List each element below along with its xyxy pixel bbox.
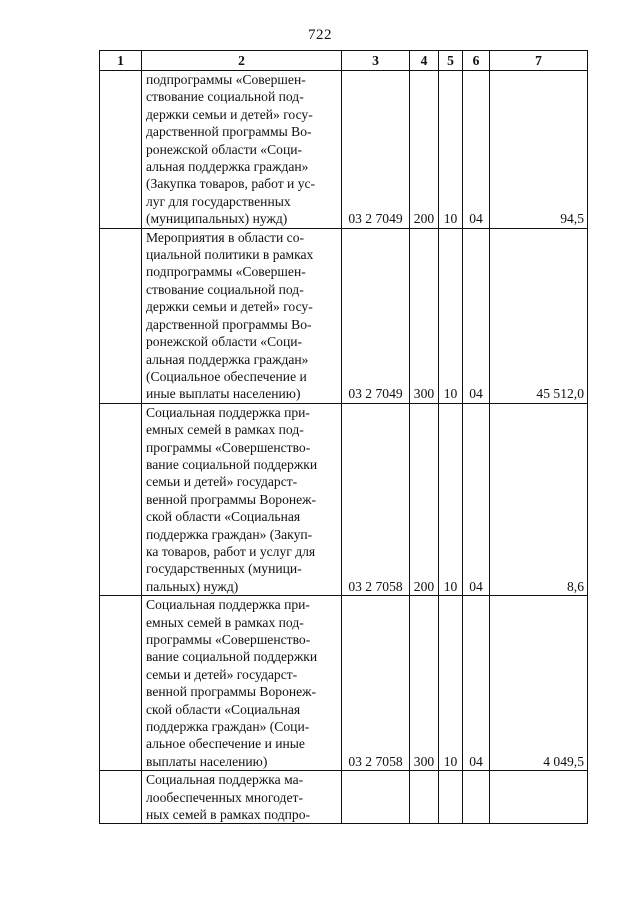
- budget-table: [99, 50, 588, 824]
- row-section: 10: [439, 596, 463, 771]
- row-description: Мероприятия в области со- циальной политики в рамках подпрограммы «Совершен- ствование социальной под- держки семьи и детей» госу- дарственной программы Во- ронежской области «Соци- альная поддержка граждан» (Социальное обеспечение и иные выплаты населению): [142, 228, 342, 403]
- row-amount: 94,5: [490, 71, 588, 229]
- row-index-cell: [100, 228, 142, 403]
- row-amount: 4 049,5: [490, 596, 588, 771]
- row-expense-type: [410, 771, 439, 824]
- header-row: [100, 51, 588, 71]
- row-subsection: 04: [463, 403, 490, 595]
- row-section: 10: [439, 228, 463, 403]
- row-expense-type: 300: [410, 228, 439, 403]
- row-target-code: 03 2 7058: [342, 596, 410, 771]
- row-index-cell: [100, 403, 142, 595]
- table-row: [100, 71, 588, 229]
- row-subsection: [463, 771, 490, 824]
- row-subsection: 04: [463, 228, 490, 403]
- table-row: [100, 403, 588, 595]
- row-description: Социальная поддержка при- емных семей в рамках под- программы «Совершенство- вание социальной поддержки семьи и детей» государст- венной программы Воронеж- ской области «Социальная поддержка граждан» (Соци- альное обеспечение и иные выплаты населению): [142, 596, 342, 771]
- row-index-cell: [100, 771, 142, 824]
- header-col-5: 5: [439, 51, 463, 71]
- page-number: 722: [308, 27, 332, 43]
- row-subsection: 04: [463, 71, 490, 229]
- header-col-6: 6: [463, 51, 490, 71]
- row-amount: 8,6: [490, 403, 588, 595]
- row-target-code: 03 2 7058: [342, 403, 410, 595]
- row-description: Социальная поддержка ма- лообеспеченных многодет- ных семей в рамках подпро-: [142, 771, 342, 824]
- table-row: [100, 596, 588, 771]
- row-description: Социальная поддержка при- емных семей в рамках под- программы «Совершенство- вание социальной поддержки семьи и детей» государст- венной программы Воронеж- ской области «Социальная поддержка граждан» (Закуп- ка товаров, работ и услуг для государственных (муници- пальных) нужд): [142, 403, 342, 595]
- row-amount: [490, 771, 588, 824]
- row-target-code: 03 2 7049: [342, 71, 410, 229]
- row-section: [439, 771, 463, 824]
- row-section: 10: [439, 71, 463, 229]
- row-section: 10: [439, 403, 463, 595]
- header-col-2: 2: [142, 51, 342, 71]
- row-expense-type: 200: [410, 71, 439, 229]
- row-index-cell: [100, 71, 142, 229]
- header-col-1: 1: [100, 51, 142, 71]
- header-col-4: 4: [410, 51, 439, 71]
- row-index-cell: [100, 596, 142, 771]
- row-expense-type: 200: [410, 403, 439, 595]
- table-row: [100, 228, 588, 403]
- row-target-code: [342, 771, 410, 824]
- header-col-7: 7: [490, 51, 588, 71]
- row-description: подпрограммы «Совершен- ствование социальной под- держки семьи и детей» госу- дарственной программы Во- ронежской области «Соци- альная поддержка граждан» (Закупка товаров, работ и ус- луг для государственных (муниципальных) нужд): [142, 71, 342, 229]
- table-row: [100, 771, 588, 824]
- row-expense-type: 300: [410, 596, 439, 771]
- row-subsection: 04: [463, 596, 490, 771]
- row-target-code: 03 2 7049: [342, 228, 410, 403]
- header-col-3: 3: [342, 51, 410, 71]
- row-amount: 45 512,0: [490, 228, 588, 403]
